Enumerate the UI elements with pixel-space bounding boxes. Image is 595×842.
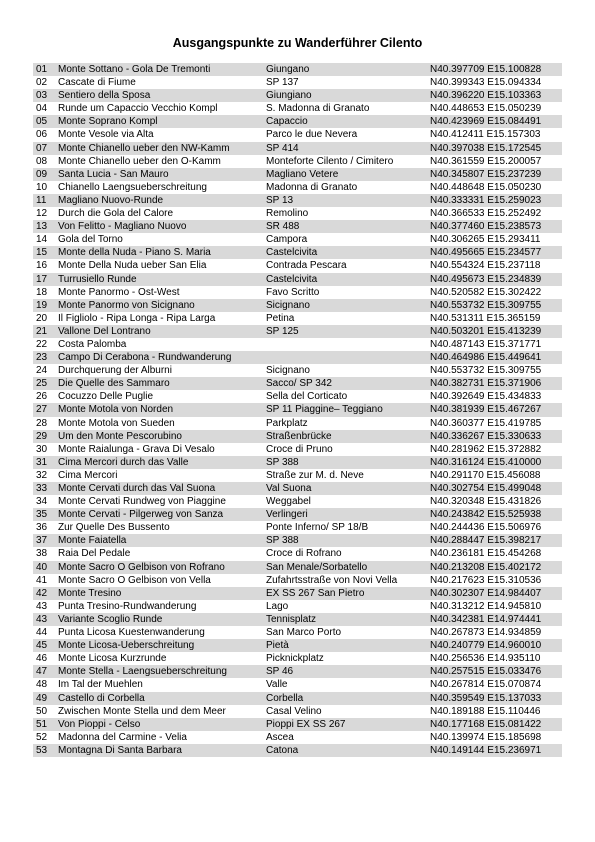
route-name: Cascate di Fiume	[55, 76, 263, 89]
start-location: Campora	[263, 233, 427, 246]
route-number: 31	[33, 456, 55, 469]
start-location: SP 11 Piaggine– Teggiano	[263, 403, 427, 416]
route-name: Monte Cervati - Pilgerweg von Sanza	[55, 508, 263, 521]
table-row	[33, 692, 562, 705]
start-location: Sacco/ SP 342	[263, 377, 427, 390]
route-name: Monte Motola von Norden	[55, 403, 263, 416]
route-name: Punta Tresino-Rundwanderung	[55, 600, 263, 613]
route-number: 53	[33, 744, 55, 757]
coordinates: N40.240779 E14.960010	[427, 639, 562, 652]
route-name: Variante Scoglio Runde	[55, 613, 263, 626]
start-location: Pioppi EX SS 267	[263, 718, 427, 731]
route-name: Monte Cervati Rundweg von Piaggine	[55, 495, 263, 508]
table-row	[33, 665, 562, 678]
start-location: Croce di Rofrano	[263, 547, 427, 560]
start-location: Capaccio	[263, 115, 427, 128]
table-row	[33, 259, 562, 272]
coordinates: N40.554324 E15.237118	[427, 259, 562, 272]
coordinates: N40.382731 E15.371906	[427, 377, 562, 390]
route-name: Monte della Nuda - Piano S. Maria	[55, 246, 263, 259]
table-row	[33, 364, 562, 377]
route-number: 41	[33, 574, 55, 587]
start-location: Lago	[263, 600, 427, 613]
start-location: Tennisplatz	[263, 613, 427, 626]
table-row	[33, 312, 562, 325]
start-location: Ponte Inferno/ SP 18/B	[263, 521, 427, 534]
route-number: 15	[33, 246, 55, 259]
route-name: Madonna del Carmine - Velia	[55, 731, 263, 744]
table-row	[33, 194, 562, 207]
route-name: Monte Sacro O Gelbison von Vella	[55, 574, 263, 587]
coordinates: N40.313212 E14.945810	[427, 600, 562, 613]
coordinates: N40.345807 E15.237239	[427, 168, 562, 181]
route-number: 05	[33, 115, 55, 128]
table-row	[33, 351, 562, 364]
trailheads-table	[33, 63, 562, 757]
coordinates: N40.139974 E15.185698	[427, 731, 562, 744]
start-location: SP 388	[263, 534, 427, 547]
start-location: Straßenbrücke	[263, 430, 427, 443]
table-row	[33, 168, 562, 181]
route-number: 17	[33, 273, 55, 286]
start-location: Pietà	[263, 639, 427, 652]
route-number: 26	[33, 390, 55, 403]
coordinates: N40.177168 E15.081422	[427, 718, 562, 731]
route-number: 52	[33, 731, 55, 744]
route-name: Cima Mercori durch das Valle	[55, 456, 263, 469]
start-location: SP 13	[263, 194, 427, 207]
start-location: Giungiano	[263, 89, 427, 102]
table-row	[33, 718, 562, 731]
route-number: 48	[33, 678, 55, 691]
table-row	[33, 63, 562, 76]
route-number: 09	[33, 168, 55, 181]
start-location: SP 388	[263, 456, 427, 469]
start-location: Favo Scritto	[263, 286, 427, 299]
table-row	[33, 233, 562, 246]
coordinates: N40.381939 E15.467267	[427, 403, 562, 416]
coordinates: N40.302754 E15.499048	[427, 482, 562, 495]
route-name: Monte Soprano Kompl	[55, 115, 263, 128]
table-row	[33, 456, 562, 469]
route-name: Monte Sacro O Gelbison von Rofrano	[55, 561, 263, 574]
start-location: Croce di Pruno	[263, 443, 427, 456]
route-name: Punta Licosa Kuestenwanderung	[55, 626, 263, 639]
route-number: 03	[33, 89, 55, 102]
coordinates: N40.243842 E15.525938	[427, 508, 562, 521]
start-location: Castelcivita	[263, 246, 427, 259]
start-location: Sicignano	[263, 299, 427, 312]
coordinates: N40.256536 E14.935110	[427, 652, 562, 665]
route-name: Monte Chianello ueber den O-Kamm	[55, 155, 263, 168]
coordinates: N40.396220 E15.103363	[427, 89, 562, 102]
route-number: 27	[33, 403, 55, 416]
coordinates: N40.503201 E15.413239	[427, 325, 562, 338]
coordinates: N40.495673 E15.234839	[427, 273, 562, 286]
start-location: San Marco Porto	[263, 626, 427, 639]
route-number: 24	[33, 364, 55, 377]
coordinates: N40.267873 E14.934859	[427, 626, 562, 639]
route-name: Im Tal der Muehlen	[55, 678, 263, 691]
route-number: 06	[33, 128, 55, 141]
table-row	[33, 705, 562, 718]
route-name: Monte Licosa Kurzrunde	[55, 652, 263, 665]
start-location: Zufahrtsstraße von Novi Vella	[263, 574, 427, 587]
table-row	[33, 155, 562, 168]
route-name: Von Pioppi - Celso	[55, 718, 263, 731]
start-location: Giungano	[263, 63, 427, 76]
coordinates: N40.316124 E15.410000	[427, 456, 562, 469]
coordinates: N40.333331 E15.259023	[427, 194, 562, 207]
table-row	[33, 220, 562, 233]
route-name: Turrusiello Runde	[55, 273, 263, 286]
table-row	[33, 744, 562, 757]
table-row	[33, 246, 562, 259]
start-location: Corbella	[263, 692, 427, 705]
start-location: Sella del Corticato	[263, 390, 427, 403]
start-location: Casal Velino	[263, 705, 427, 718]
route-name: Monte Raialunga - Grava Di Vesalo	[55, 443, 263, 456]
route-name: Monte Faiatella	[55, 534, 263, 547]
coordinates: N40.377460 E15.238573	[427, 220, 562, 233]
route-number: 36	[33, 521, 55, 534]
route-number: 11	[33, 194, 55, 207]
route-number: 50	[33, 705, 55, 718]
coordinates: N40.531311 E15.365159	[427, 312, 562, 325]
coordinates: N40.217623 E15.310536	[427, 574, 562, 587]
coordinates: N40.553732 E15.309755	[427, 299, 562, 312]
route-name: Cocuzzo Delle Puglie	[55, 390, 263, 403]
coordinates: N40.397038 E15.172545	[427, 142, 562, 155]
route-name: Santa Lucia - San Mauro	[55, 168, 263, 181]
table-row	[33, 626, 562, 639]
table-row	[33, 89, 562, 102]
coordinates: N40.336267 E15.330633	[427, 430, 562, 443]
coordinates: N40.342381 E14.974441	[427, 613, 562, 626]
coordinates: N40.306265 E15.293411	[427, 233, 562, 246]
route-number: 37	[33, 534, 55, 547]
start-location: Contrada Pescara	[263, 259, 427, 272]
route-name: Campo Di Cerabona - Rundwanderung	[55, 351, 263, 364]
route-name: Cima Mercori	[55, 469, 263, 482]
route-number: 22	[33, 338, 55, 351]
route-name: Il Figliolo - Ripa Longa - Ripa Larga	[55, 312, 263, 325]
route-number: 14	[33, 233, 55, 246]
table-row	[33, 652, 562, 665]
table-row	[33, 443, 562, 456]
route-name: Monte Vesole via Alta	[55, 128, 263, 141]
route-number: 23	[33, 351, 55, 364]
route-name: Runde um Capaccio Vecchio Kompl	[55, 102, 263, 115]
coordinates: N40.149144 E15.236971	[427, 744, 562, 757]
route-number: 32	[33, 469, 55, 482]
table-row	[33, 587, 562, 600]
table-row	[33, 325, 562, 338]
table-row	[33, 181, 562, 194]
page-title: Ausgangspunkte zu Wanderführer Cilento	[172, 36, 423, 50]
start-location: San Menale/Sorbatello	[263, 561, 427, 574]
route-number: 29	[33, 430, 55, 443]
route-name: Zwischen Monte Stella und dem Meer	[55, 705, 263, 718]
coordinates: N40.495665 E15.234577	[427, 246, 562, 259]
coordinates: N40.281962 E15.372882	[427, 443, 562, 456]
coordinates: N40.291170 E15.456088	[427, 469, 562, 482]
route-number: 07	[33, 142, 55, 155]
table-row	[33, 417, 562, 430]
coordinates: N40.520582 E15.302422	[427, 286, 562, 299]
table-row	[33, 678, 562, 691]
route-number: 45	[33, 639, 55, 652]
start-location: Picknickplatz	[263, 652, 427, 665]
start-location	[263, 351, 427, 364]
start-location: Straße zur M. d. Neve	[263, 469, 427, 482]
coordinates: N40.236181 E15.454268	[427, 547, 562, 560]
route-number: 21	[33, 325, 55, 338]
route-number: 20	[33, 312, 55, 325]
route-number: 46	[33, 652, 55, 665]
start-location: SP 137	[263, 76, 427, 89]
start-location: Valle	[263, 678, 427, 691]
route-number: 47	[33, 665, 55, 678]
start-location: SP 46	[263, 665, 427, 678]
route-number: 12	[33, 207, 55, 220]
route-name: Montagna Di Santa Barbara	[55, 744, 263, 757]
table-row	[33, 338, 562, 351]
route-number: 51	[33, 718, 55, 731]
route-name: Monte Panormo - Ost-West	[55, 286, 263, 299]
start-location: Castelcivita	[263, 273, 427, 286]
start-location: SP 414	[263, 142, 427, 155]
table-row	[33, 561, 562, 574]
table-row	[33, 102, 562, 115]
route-name: Monte Chianello ueber den NW-Kamm	[55, 142, 263, 155]
table-row	[33, 600, 562, 613]
start-location: SP 125	[263, 325, 427, 338]
start-location: Magliano Vetere	[263, 168, 427, 181]
table-row	[33, 299, 562, 312]
start-location: S. Madonna di Granato	[263, 102, 427, 115]
route-number: 16	[33, 259, 55, 272]
coordinates: N40.288447 E15.398217	[427, 534, 562, 547]
table-row	[33, 128, 562, 141]
table-row	[33, 574, 562, 587]
route-name: Magliano Nuovo-Runde	[55, 194, 263, 207]
route-name: Von Felitto - Magliano Nuovo	[55, 220, 263, 233]
start-location: Verlingeri	[263, 508, 427, 521]
table-row	[33, 286, 562, 299]
route-name: Die Quelle des Sammaro	[55, 377, 263, 390]
route-number: 35	[33, 508, 55, 521]
start-location: Catona	[263, 744, 427, 757]
route-number: 01	[33, 63, 55, 76]
start-location: Val Suona	[263, 482, 427, 495]
route-number: 33	[33, 482, 55, 495]
coordinates: N40.244436 E15.506976	[427, 521, 562, 534]
route-name: Monte Motola von Sueden	[55, 417, 263, 430]
coordinates: N40.553732 E15.309755	[427, 364, 562, 377]
table-row	[33, 207, 562, 220]
route-number: 30	[33, 443, 55, 456]
route-name: Monte Panormo von Sicignano	[55, 299, 263, 312]
coordinates: N40.423969 E15.084491	[427, 115, 562, 128]
table-row	[33, 273, 562, 286]
route-number: 08	[33, 155, 55, 168]
start-location: SR 488	[263, 220, 427, 233]
table-row	[33, 482, 562, 495]
route-name: Castello di Corbella	[55, 692, 263, 705]
table-row	[33, 142, 562, 155]
table-row	[33, 390, 562, 403]
coordinates: N40.397709 E15.100828	[427, 63, 562, 76]
start-location: Weggabel	[263, 495, 427, 508]
table-row	[33, 115, 562, 128]
coordinates: N40.213208 E15.402172	[427, 561, 562, 574]
coordinates: N40.360377 E15.419785	[427, 417, 562, 430]
route-name: Durch die Gola del Calore	[55, 207, 263, 220]
coordinates: N40.448653 E15.050239	[427, 102, 562, 115]
route-name: Monte Tresino	[55, 587, 263, 600]
route-name: Zur Quelle Des Bussento	[55, 521, 263, 534]
start-location: Sicignano	[263, 364, 427, 377]
route-number: 40	[33, 561, 55, 574]
table-row	[33, 76, 562, 89]
route-number: 38	[33, 547, 55, 560]
table-row	[33, 495, 562, 508]
coordinates: N40.257515 E15.033476	[427, 665, 562, 678]
coordinates: N40.359549 E15.137033	[427, 692, 562, 705]
route-number: 34	[33, 495, 55, 508]
route-name: Um den Monte Pescorubino	[55, 430, 263, 443]
route-number: 25	[33, 377, 55, 390]
route-name: Raia Del Pedale	[55, 547, 263, 560]
route-name: Gola del Torno	[55, 233, 263, 246]
start-location: Monteforte Cilento / Cimitero	[263, 155, 427, 168]
route-name: Durchquerung der Alburni	[55, 364, 263, 377]
start-location: Remolino	[263, 207, 427, 220]
route-name: Chianello Laengsueberschreitung	[55, 181, 263, 194]
start-location: Petina	[263, 312, 427, 325]
coordinates: N40.361559 E15.200057	[427, 155, 562, 168]
route-name: Vallone Del Lontrano	[55, 325, 263, 338]
table-row	[33, 639, 562, 652]
coordinates: N40.412411 E15.157303	[427, 128, 562, 141]
route-number: 49	[33, 692, 55, 705]
route-name: Monte Della Nuda ueber San Elia	[55, 259, 263, 272]
route-number: 13	[33, 220, 55, 233]
table-row	[33, 534, 562, 547]
route-number: 43	[33, 613, 55, 626]
table-row	[33, 547, 562, 560]
route-number: 18	[33, 286, 55, 299]
start-location: Parco le due Nevera	[263, 128, 427, 141]
table-row	[33, 731, 562, 744]
coordinates: N40.320348 E15.431826	[427, 495, 562, 508]
route-name: Sentiero della Sposa	[55, 89, 263, 102]
route-number: 44	[33, 626, 55, 639]
route-number: 04	[33, 102, 55, 115]
route-name: Monte Licosa-Ueberschreitung	[55, 639, 263, 652]
table-row	[33, 508, 562, 521]
start-location	[263, 338, 427, 351]
table-row	[33, 613, 562, 626]
coordinates: N40.448648 E15.050230	[427, 181, 562, 194]
table-row	[33, 403, 562, 416]
route-number: 42	[33, 587, 55, 600]
route-name: Monte Stella - Laengsueberschreitung	[55, 665, 263, 678]
route-number: 43	[33, 600, 55, 613]
route-number: 19	[33, 299, 55, 312]
route-number: 02	[33, 76, 55, 89]
start-location: Madonna di Granato	[263, 181, 427, 194]
start-location: EX SS 267 San Pietro	[263, 587, 427, 600]
table-row	[33, 469, 562, 482]
coordinates: N40.487143 E15.371771	[427, 338, 562, 351]
table-row	[33, 430, 562, 443]
route-number: 28	[33, 417, 55, 430]
coordinates: N40.399343 E15.094334	[427, 76, 562, 89]
coordinates: N40.464986 E15.449641	[427, 351, 562, 364]
table-row	[33, 377, 562, 390]
coordinates: N40.302307 E14.984407	[427, 587, 562, 600]
route-number: 10	[33, 181, 55, 194]
table-row	[33, 521, 562, 534]
coordinates: N40.267814 E15.070874	[427, 678, 562, 691]
start-location: Parkplatz	[263, 417, 427, 430]
route-name: Monte Sottano - Gola De Tremonti	[55, 63, 263, 76]
start-location: Ascea	[263, 731, 427, 744]
route-name: Costa Palomba	[55, 338, 263, 351]
coordinates: N40.189188 E15.110446	[427, 705, 562, 718]
coordinates: N40.366533 E15.252492	[427, 207, 562, 220]
coordinates: N40.392649 E15.434833	[427, 390, 562, 403]
route-name: Monte Cervati durch das Val Suona	[55, 482, 263, 495]
